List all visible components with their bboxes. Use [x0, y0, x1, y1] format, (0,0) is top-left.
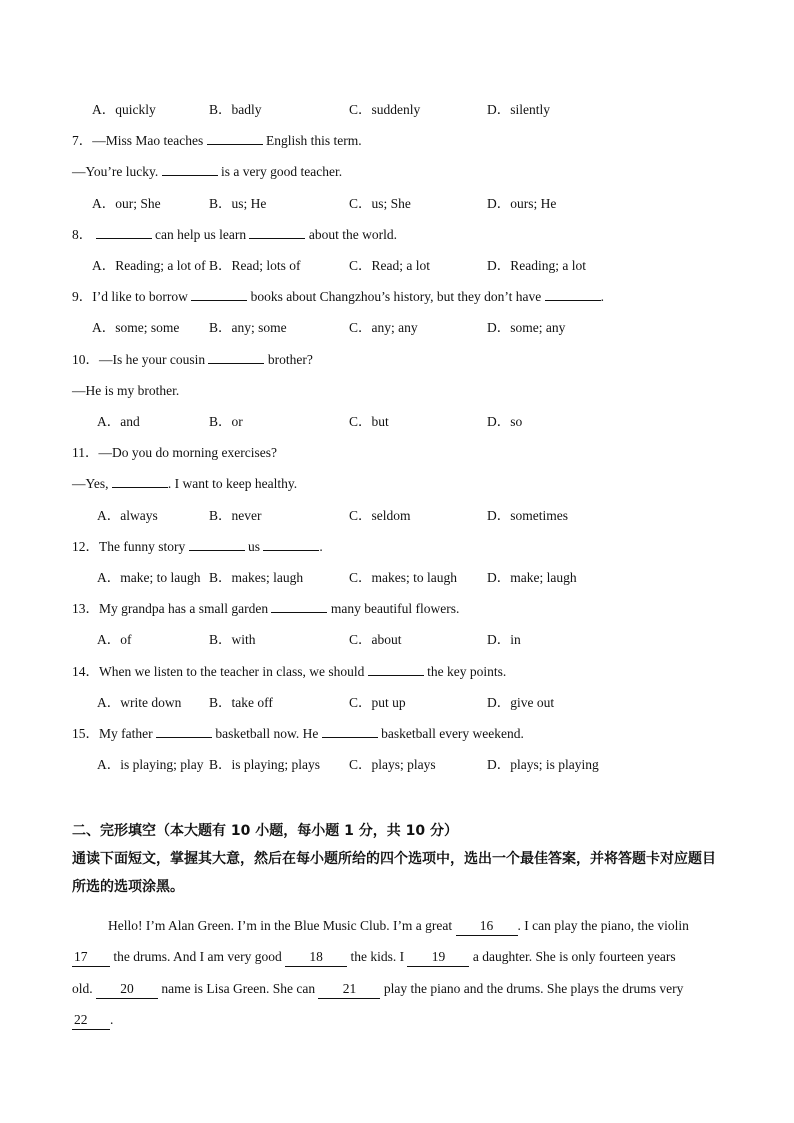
q11-option-d: D．sometimes — [487, 508, 568, 523]
cloze-blank-19: 19 — [407, 948, 469, 967]
q14-stem: 14．When we listen to the teacher in class, we should the key points. — [72, 664, 507, 679]
q6-option-b: B．badly — [209, 102, 262, 117]
answer-blank — [112, 475, 168, 488]
q12-option-b: B．makes; laugh — [209, 570, 304, 585]
q11-option-c: C．seldom — [349, 508, 411, 523]
q7-option-c: C．us; She — [349, 196, 411, 211]
q13-option-c: C．about — [349, 632, 402, 647]
q13-options — [0, 631, 794, 649]
passage-line-3: old. 20 name is Lisa Green. She can 21 play the piano and the drums. She plays the drums very — [72, 980, 720, 999]
q12-option-d: D．make; laugh — [487, 570, 577, 585]
q14-options — [0, 694, 794, 712]
passage-line-4: 22 . — [72, 1011, 720, 1030]
q7-option-d: D．ours; He — [487, 196, 557, 211]
q7-option-b: B．us; He — [209, 196, 267, 211]
q15-option-c: C．plays; plays — [349, 757, 436, 772]
q7-options — [0, 195, 794, 213]
q15-options — [0, 756, 794, 774]
answer-blank — [162, 163, 218, 176]
q12-option-c: C．makes; to laugh — [349, 570, 457, 585]
q10-option-b: B．or — [209, 414, 243, 429]
section-title: 二、完形填空（本大题有 10 小题，每小题 1 分，共 10 分） — [72, 823, 458, 839]
answer-blank — [96, 226, 152, 239]
answer-blank — [249, 226, 305, 239]
answer-blank — [271, 600, 327, 613]
q11-stem: 11．—Do you do morning exercises? — [72, 445, 277, 460]
answer-blank — [208, 351, 264, 364]
q7-response: —You’re lucky. is a very good teacher. — [72, 164, 343, 179]
cloze-blank-17: 17 — [72, 948, 110, 967]
cloze-blank-20: 20 — [96, 980, 158, 999]
q7-stem: 7．—Miss Mao teaches English this term. — [72, 133, 362, 148]
q11-option-b: B．never — [209, 508, 262, 523]
q10-stem: 10．—Is he your cousin brother? — [72, 352, 313, 367]
q6-options — [0, 101, 794, 119]
answer-blank — [322, 725, 378, 738]
q15-option-d: D．plays; is playing — [487, 757, 599, 772]
q6-option-d: D．silently — [487, 102, 550, 117]
passage-line-2: 17 the drums. And I am very good 18 the kids. I 19 a daughter. She is only fourteen years — [72, 948, 720, 967]
cloze-blank-22: 22 — [72, 1011, 110, 1030]
q11-response: —Yes, . I want to keep healthy. — [72, 476, 298, 491]
q9-option-b: B．any; some — [209, 320, 287, 335]
q12-stem: 12．The funny story us . — [72, 539, 323, 554]
q8-options — [0, 257, 794, 275]
answer-blank — [263, 538, 319, 551]
q10-option-d: D．so — [487, 414, 523, 429]
q15-option-b: B．is playing; plays — [209, 757, 320, 772]
answer-blank — [545, 288, 601, 301]
answer-blank — [189, 538, 245, 551]
q11-option-a: A．always — [97, 508, 158, 523]
cloze-blank-16: 16 — [456, 917, 518, 936]
q12-option-a: A．make; to laugh — [97, 570, 201, 585]
cloze-blank-21: 21 — [318, 980, 380, 999]
q15-option-a: A．is playing; play — [97, 757, 204, 772]
q11-options — [0, 507, 794, 525]
q8-option-b: B．Read; lots of — [209, 258, 301, 273]
answer-blank — [207, 132, 263, 145]
q15-stem: 15．My father basketball now. He basketball every weekend. — [72, 726, 524, 741]
q9-options — [0, 319, 794, 337]
q10-option-a: A．and — [97, 414, 140, 429]
q10-response: —He is my brother. — [72, 383, 180, 398]
q6-option-c: C．suddenly — [349, 102, 421, 117]
q12-options — [0, 569, 794, 587]
answer-blank — [368, 663, 424, 676]
q7-option-a: A．our; She — [92, 196, 161, 211]
q8-option-c: C．Read; a lot — [349, 258, 430, 273]
q8-option-a: A．Reading; a lot of — [92, 258, 206, 273]
q10-options — [0, 413, 794, 431]
q13-stem: 13．My grandpa has a small garden many beautiful flowers. — [72, 601, 460, 616]
q14-option-a: A．write down — [97, 695, 182, 710]
q6-option-a: A．quickly — [92, 102, 156, 117]
q14-option-d: D．give out — [487, 695, 555, 710]
q9-stem: 9．I’d like to borrow books about Changzhou’s history, but they don’t have . — [72, 289, 604, 304]
q13-option-d: D．in — [487, 632, 521, 647]
cloze-blank-18: 18 — [285, 948, 347, 967]
answer-blank — [156, 725, 212, 738]
q9-option-c: C．any; any — [349, 320, 418, 335]
q13-option-a: A．of — [97, 632, 132, 647]
q8-option-d: D．Reading; a lot — [487, 258, 586, 273]
q9-option-a: A．some; some — [92, 320, 180, 335]
q8-stem: 8． can help us learn about the world. — [72, 227, 397, 242]
q13-option-b: B．with — [209, 632, 256, 647]
passage-line-1: Hello! I’m Alan Green. I’m in the Blue Music Club. I’m a great 16 . I can play the piano, the violin — [72, 917, 720, 936]
q10-option-c: C．but — [349, 414, 389, 429]
answer-blank — [191, 288, 247, 301]
q9-option-d: D．some; any — [487, 320, 566, 335]
q14-option-b: B．take off — [209, 695, 273, 710]
q14-option-c: C．put up — [349, 695, 406, 710]
section-instruction: 通读下面短文，掌握其大意，然后在每小题所给的四个选项中，选出一个最佳答案，并将答题卡对应题目所选的选项涂黑。 — [72, 851, 716, 895]
